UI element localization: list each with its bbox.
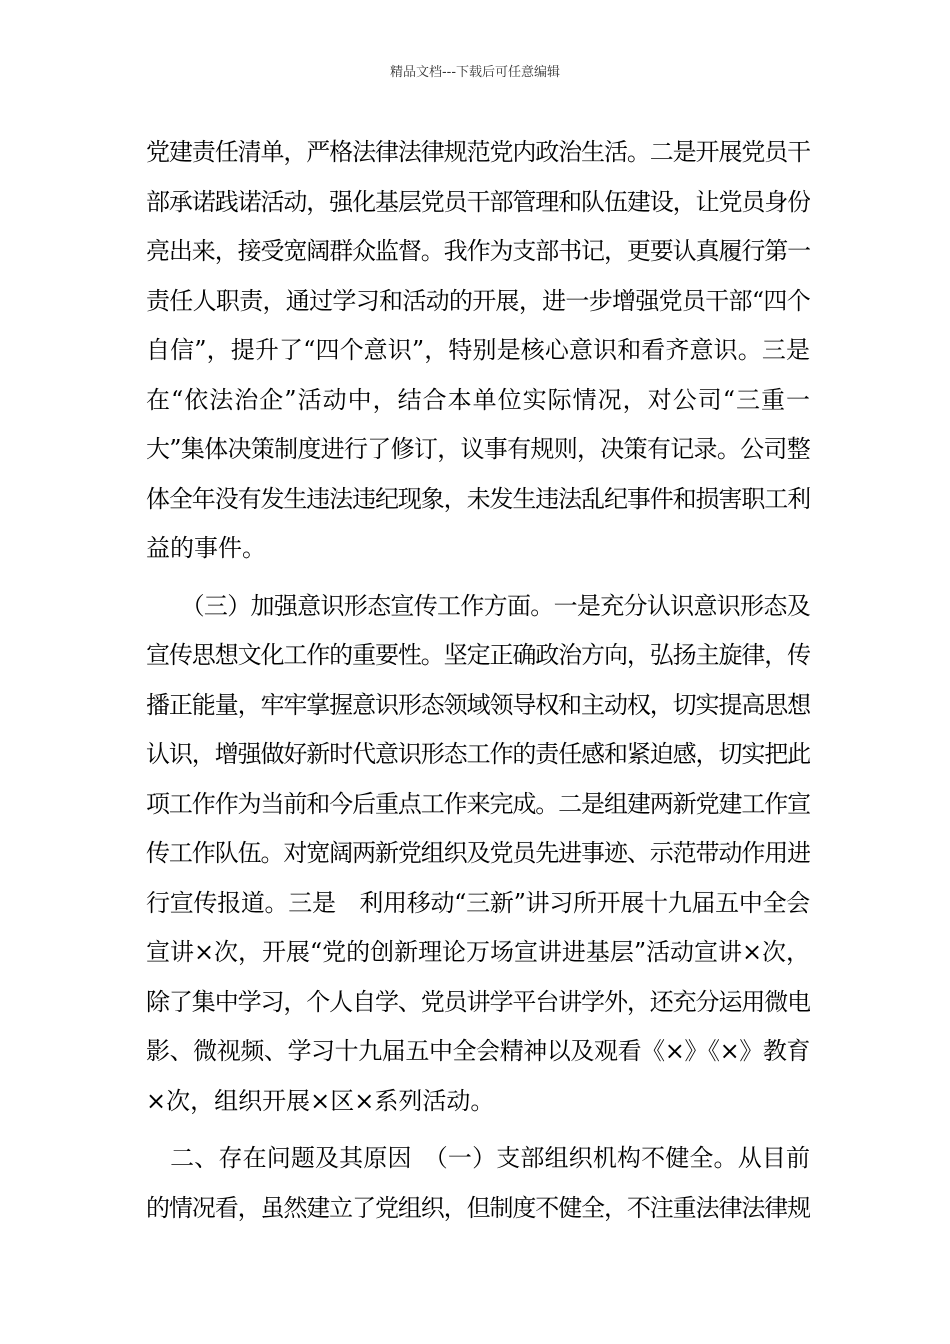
text-line: 亮出来，接受宽阔群众监督。我作为支部书记，更要认真履行第一 (146, 237, 810, 265)
document-body (146, 128, 810, 1233)
text-line: 体全年没有发生违法违纪现象，未发生违法乱纪事件和损害职工利 (146, 484, 810, 513)
text-line: 二、存在问题及其原因 （一）支部组织机构不健全。从目前 (146, 1144, 810, 1172)
text-line: 党建责任清单，严格法律法律规范党内政治生活。二是开展党员干 (146, 138, 810, 166)
text-line: 认识，增强做好新时代意识形态工作的责任感和紧迫感，切实把此 (146, 740, 810, 768)
text-line: 的情况看，虽然建立了党组织，但制度不健全，不注重法律法律规 (146, 1193, 810, 1222)
text-line: 播正能量，牢牢掌握意识形态领域领导权和主动权，切实提高思想 (146, 690, 810, 719)
text-line: 传工作队伍。对宽阔两新党组织及党员先进事迹、示范带动作用进 (146, 839, 810, 867)
text-line: 项工作作为当前和今后重点工作来完成。二是组建两新党建工作宣 (146, 789, 810, 818)
text-line: 影、微视频、学习十九届五中全会精神以及观看《×》《×》教育 (146, 1037, 810, 1065)
text-line: 自信”，提升了“四个意识”，特别是核心意识和看齐意识。三是 (146, 336, 810, 364)
text-line: （三）加强意识形态宣传工作方面。一是充分认识意识形态及 (146, 591, 810, 620)
text-line: 部承诺践诺活动，强化基层党员干部管理和队伍建设，让党员身份 (146, 187, 810, 216)
paragraph (146, 1134, 810, 1233)
page-header: 精品文档---下载后可任意编辑 (389, 65, 561, 80)
text-line: 宣讲×次，开展“党的创新理论万场宣讲进基层”活动宣讲×次， (146, 938, 810, 966)
paragraph-gap (146, 1126, 810, 1134)
text-line: 大”集体决策制度进行了修订，议事有规则，决策有记录。公司整 (146, 435, 810, 463)
paragraph-gap (146, 574, 810, 582)
text-line: 责任人职责，通过学习和活动的开展，进一步增强党员干部“四个 (146, 286, 810, 315)
paragraph (146, 128, 810, 574)
text-line: 益的事件。 (146, 534, 266, 562)
text-line: ×次，组织开展×区×系列活动。 (146, 1086, 495, 1115)
text-line: 行宣传报道。三是 利用移动“三新”讲习所开展十九届五中全会 (146, 888, 810, 917)
text-line: 宣传思想文化工作的重要性。坚定正确政治方向，弘扬主旋律，传 (146, 641, 810, 669)
text-line: 在“依法治企”活动中，结合本单位实际情况，对公司“三重一 (146, 385, 810, 414)
text-line: 除了集中学习，个人自学、党员讲学平台讲学外，还充分运用微电 (146, 987, 810, 1016)
paragraph (146, 582, 810, 1127)
